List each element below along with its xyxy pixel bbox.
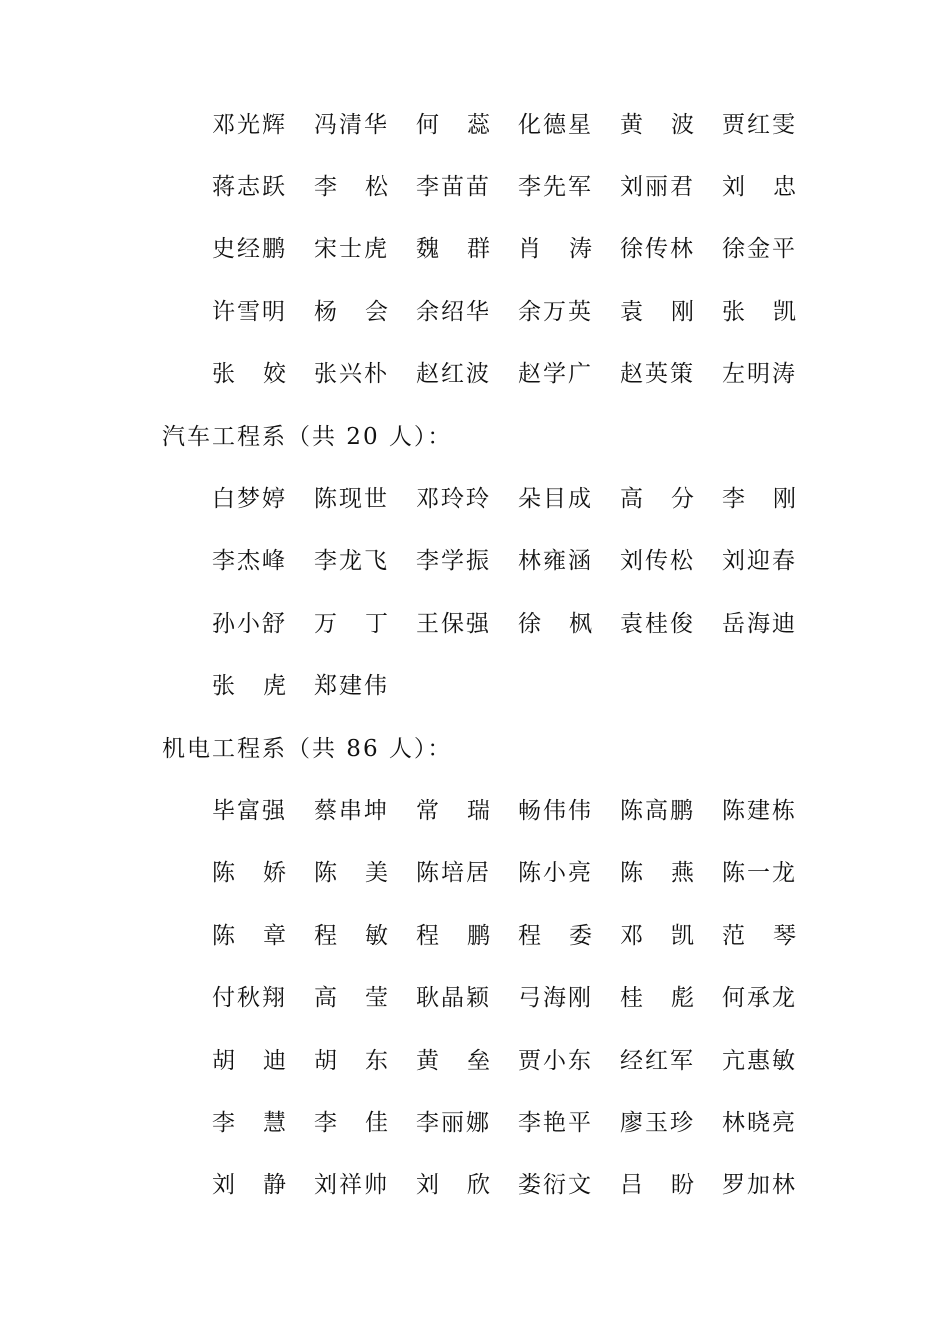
- person-name: 畅伟伟: [518, 797, 593, 824]
- person-name: 程 委: [518, 922, 592, 949]
- person-name: 高 分: [620, 486, 694, 513]
- person-name: 刘迎春: [722, 548, 797, 575]
- person-name: 吕 盼: [620, 1172, 694, 1199]
- person-name: 廖玉珍: [620, 1109, 695, 1136]
- person-name: 史经鹏: [212, 236, 287, 263]
- person-name: 邓 凯: [620, 922, 694, 949]
- person-name: 邓玲玲: [416, 486, 491, 513]
- person-name: 化德星: [518, 111, 593, 138]
- person-name: 万 丁: [314, 610, 388, 637]
- name-row: [162, 656, 822, 718]
- person-name: 高 莹: [314, 985, 388, 1012]
- person-name: 魏 群: [416, 236, 490, 263]
- person-name: 杨 会: [314, 298, 388, 325]
- person-name: 李艳平: [518, 1109, 593, 1136]
- person-name: 陈高鹏: [620, 797, 695, 824]
- person-name: 刘传松: [620, 548, 695, 575]
- name-row: [162, 593, 822, 655]
- person-name: 付秋翔: [212, 985, 287, 1012]
- name-row: [162, 531, 822, 593]
- name-row: [162, 94, 822, 156]
- person-name: 程 敏: [314, 922, 388, 949]
- person-name: 刘祥帅: [314, 1172, 389, 1199]
- person-name: 李 慧: [212, 1109, 286, 1136]
- person-name: 贾红雯: [722, 111, 797, 138]
- person-name: 冯清华: [314, 111, 389, 138]
- person-name: 经红军: [620, 1047, 695, 1074]
- person-name: 宋士虎: [314, 236, 389, 263]
- person-name: 常 瑞: [416, 797, 490, 824]
- person-name: 陈小亮: [518, 860, 593, 887]
- person-name: 徐金平: [722, 236, 797, 263]
- name-row: [162, 967, 822, 1029]
- person-name: 何承龙: [722, 985, 797, 1012]
- name-row: [162, 468, 822, 530]
- person-name: 赵红波: [416, 361, 491, 388]
- person-name: 胡 迪: [212, 1047, 286, 1074]
- person-name: 桂 彪: [620, 985, 694, 1012]
- person-name: 陈一龙: [722, 860, 797, 887]
- person-name: 刘 静: [212, 1172, 286, 1199]
- person-name: 朵目成: [518, 486, 593, 513]
- name-row: [162, 1092, 822, 1154]
- person-name: 余万英: [518, 298, 593, 325]
- person-name: 贾小东: [518, 1047, 593, 1074]
- person-name: 王保强: [416, 610, 491, 637]
- person-name: 张兴朴: [314, 361, 389, 388]
- person-name: 李学振: [416, 548, 491, 575]
- name-row: [162, 219, 822, 281]
- name-row: [162, 1155, 822, 1217]
- person-name: 程 鹏: [416, 922, 490, 949]
- person-name: 蒋志跃: [212, 174, 287, 201]
- person-name: 李丽娜: [416, 1109, 491, 1136]
- person-name: 胡 东: [314, 1047, 388, 1074]
- person-name: 罗加林: [722, 1172, 797, 1199]
- person-name: 李先军: [518, 174, 593, 201]
- name-list: [162, 94, 822, 1217]
- person-name: 娄衍文: [518, 1172, 593, 1199]
- department-heading: 机电工程系（共 86 人）：: [162, 735, 453, 762]
- person-name: 徐传林: [620, 236, 695, 263]
- name-row: [162, 1030, 822, 1092]
- person-name: 陈建栋: [722, 797, 797, 824]
- person-name: 陈 娇: [212, 860, 286, 887]
- person-name: 余绍华: [416, 298, 491, 325]
- person-name: 蔡串坤: [314, 797, 389, 824]
- person-name: 左明涛: [722, 361, 797, 388]
- person-name: 白梦婷: [212, 486, 287, 513]
- name-row: [162, 905, 822, 967]
- person-name: 陈培居: [416, 860, 491, 887]
- person-name: 李 松: [314, 174, 388, 201]
- person-name: 许雪明: [212, 298, 287, 325]
- person-name: 张 虎: [212, 673, 286, 700]
- name-row: [162, 780, 822, 842]
- person-name: 刘丽君: [620, 174, 695, 201]
- person-name: 徐 枫: [518, 610, 592, 637]
- person-name: 黄 垒: [416, 1047, 490, 1074]
- person-name: 张 凯: [722, 298, 796, 325]
- person-name: 赵英策: [620, 361, 695, 388]
- person-name: 陈 章: [212, 922, 286, 949]
- name-row: [162, 281, 822, 343]
- person-name: 袁桂俊: [620, 610, 695, 637]
- person-name: 陈 燕: [620, 860, 694, 887]
- person-name: 林雍涵: [518, 548, 593, 575]
- person-name: 岳海迪: [722, 610, 797, 637]
- person-name: 林晓亮: [722, 1109, 797, 1136]
- name-row: [162, 344, 822, 406]
- name-row: [162, 843, 822, 905]
- person-name: 毕富强: [212, 797, 287, 824]
- person-name: 郑建伟: [314, 673, 389, 700]
- person-name: 李 刚: [722, 486, 796, 513]
- person-name: 赵学广: [518, 361, 593, 388]
- person-name: 范 琴: [722, 922, 796, 949]
- person-name: 李龙飞: [314, 548, 389, 575]
- person-name: 刘 忠: [722, 174, 796, 201]
- person-name: 李 佳: [314, 1109, 388, 1136]
- person-name: 何 蕊: [416, 111, 490, 138]
- person-name: 刘 欣: [416, 1172, 490, 1199]
- person-name: 陈现世: [314, 486, 389, 513]
- person-name: 肖 涛: [518, 236, 592, 263]
- person-name: 弓海刚: [518, 985, 593, 1012]
- person-name: 邓光辉: [212, 111, 287, 138]
- person-name: 李杰峰: [212, 548, 287, 575]
- person-name: 亢惠敏: [722, 1047, 797, 1074]
- person-name: 陈 美: [314, 860, 388, 887]
- person-name: 黄 波: [620, 111, 694, 138]
- person-name: 袁 刚: [620, 298, 694, 325]
- department-heading: 汽车工程系（共 20 人）：: [162, 423, 453, 450]
- person-name: 张 姣: [212, 361, 286, 388]
- person-name: 耿晶颖: [416, 985, 491, 1012]
- person-name: 李苗苗: [416, 174, 491, 201]
- name-row: [162, 156, 822, 218]
- person-name: 孙小舒: [212, 610, 287, 637]
